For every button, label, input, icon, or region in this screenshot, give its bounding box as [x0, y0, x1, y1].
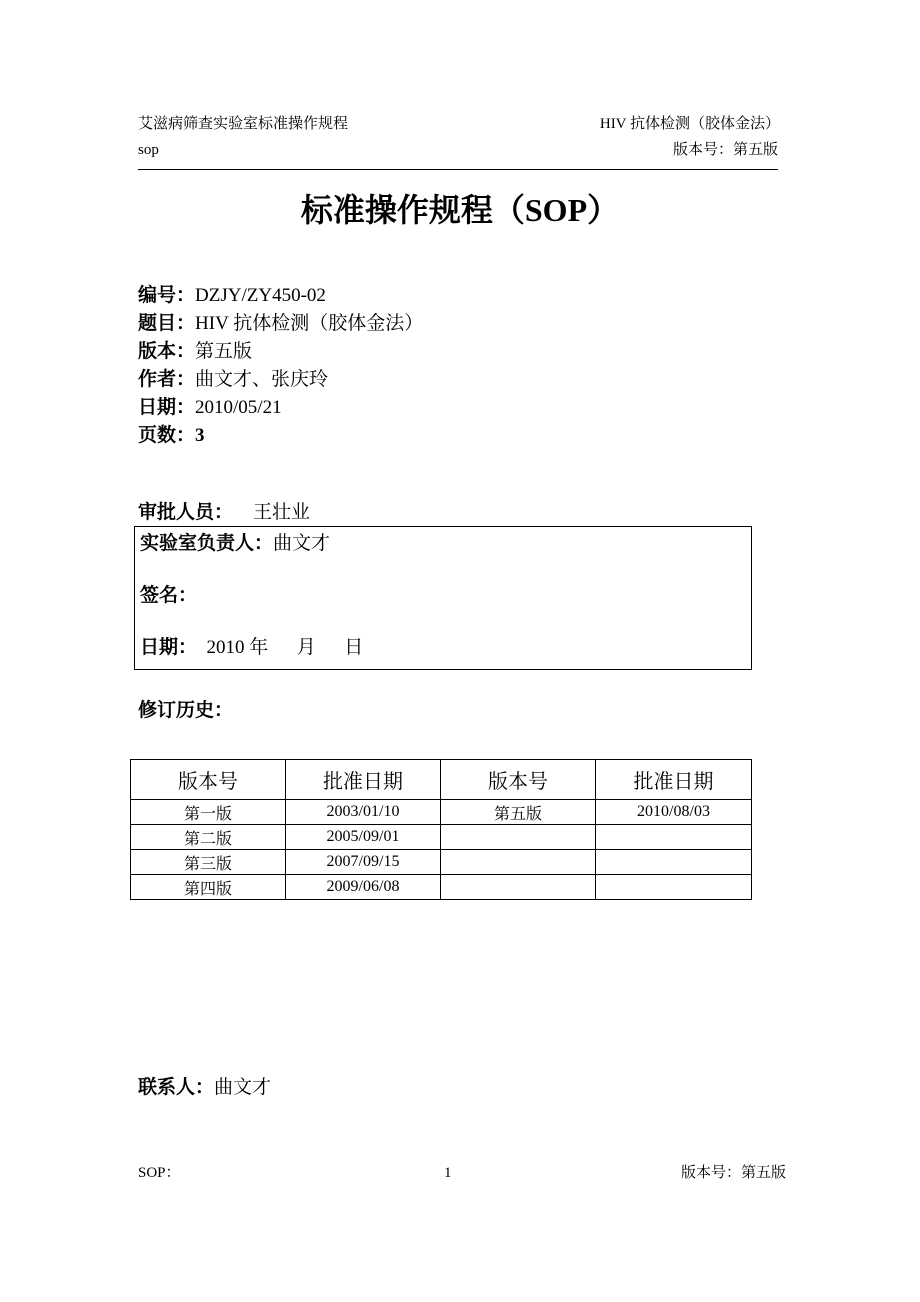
signoff-date-line	[140, 635, 363, 661]
meta-author: 作者：曲文才、张庆玲	[138, 369, 329, 390]
table-cell: 第一版	[131, 800, 286, 825]
column-header: 版本号	[441, 760, 596, 800]
revision-table	[130, 759, 752, 900]
meta-pages: 页数：3	[138, 425, 205, 446]
meta-date: 日期：2010/05/21	[138, 397, 282, 418]
header-version: 版本号：第五版	[672, 142, 778, 158]
table-cell: 第二版	[131, 825, 286, 850]
table-cell: 第四版	[131, 875, 286, 900]
approver-name: 王壮业	[253, 502, 311, 523]
revision-heading: 修订历史：	[138, 700, 234, 721]
table-cell: 2009/06/08	[286, 875, 441, 900]
table-cell	[441, 875, 596, 900]
lab-head-label: 实验室负责人：	[140, 533, 274, 554]
signoff-date-label: 日期：	[140, 637, 198, 658]
table-row	[131, 800, 752, 825]
footer-version: 版本号：第五版	[680, 1165, 786, 1181]
table-cell: 第三版	[131, 850, 286, 875]
meta-number: 编号：DZJY/ZY450-02	[138, 285, 326, 306]
table-cell: 2007/09/15	[286, 850, 441, 875]
footer-sop-label: SOP：	[138, 1165, 181, 1181]
meta-subject: 题目：HIV 抗体检测（胶体金法）	[138, 313, 424, 334]
table-row	[131, 850, 752, 875]
footer-page-number: 1	[444, 1165, 452, 1181]
table-row	[131, 875, 752, 900]
meta-list	[138, 282, 423, 450]
header-test-name: HIV 抗体检测（胶体金法）	[599, 116, 780, 132]
lab-head-line	[140, 531, 330, 557]
table-header-row	[131, 760, 752, 800]
column-header: 批准日期	[286, 760, 441, 800]
column-header: 批准日期	[596, 760, 752, 800]
signoff-date-value: 2010 年 月 日	[206, 637, 364, 658]
table-cell: 第五版	[441, 800, 596, 825]
table-cell	[441, 825, 596, 850]
table-row	[131, 825, 752, 850]
table-cell: 2005/09/01	[286, 825, 441, 850]
lab-head-name: 曲文才	[273, 533, 331, 554]
approver-line	[138, 499, 310, 527]
table-cell: 2010/08/03	[596, 800, 752, 825]
table-cell	[596, 875, 752, 900]
table-cell: 2003/01/10	[286, 800, 441, 825]
header-lab-title: 艾滋病筛查实验室标准操作规程	[138, 116, 349, 132]
contact-label: 联系人：	[138, 1077, 215, 1098]
table-cell	[441, 850, 596, 875]
meta-version: 版本：第五版	[138, 341, 253, 362]
signoff-box	[134, 526, 752, 670]
approver-label: 审批人员：	[138, 502, 234, 523]
signature-line	[140, 583, 197, 609]
header-sop-label: sop	[138, 142, 159, 158]
signature-label: 签名：	[140, 585, 198, 606]
table-cell	[596, 850, 752, 875]
contact-line	[138, 1074, 271, 1102]
table-cell	[596, 825, 752, 850]
document-title: 标准操作规程（SOP）	[300, 192, 620, 228]
contact-name: 曲文才	[214, 1077, 272, 1098]
column-header: 版本号	[131, 760, 286, 800]
header-rule	[138, 169, 778, 170]
